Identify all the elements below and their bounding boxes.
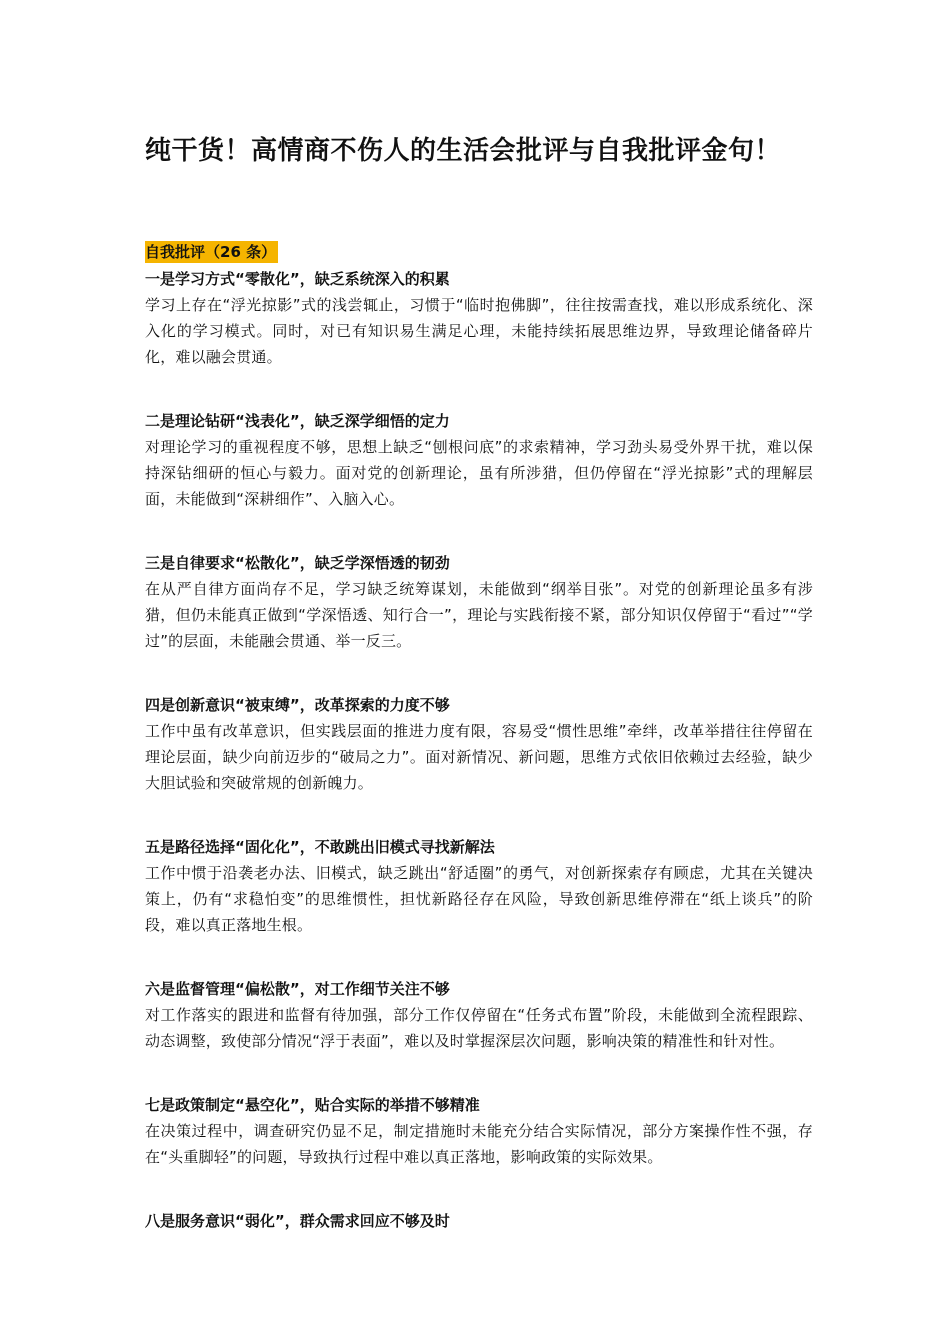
item-heading: 六是监督管理“偏松散”，对工作细节关注不够 (145, 980, 450, 998)
item-heading: 七是政策制定“悬空化”，贴合实际的举措不够精准 (145, 1096, 480, 1114)
item-body: 工作中惯于沿袭老办法、旧模式，缺乏跳出“舒适圈”的勇气，对创新探索存有顾虑，尤其在关键决策上，仍有“求稳怕变”的思维惯性，担忧新路径存在风险，导致创新思维停滞在“纸上谈兵”的阶段，难以真正落地生根。 (145, 864, 813, 934)
item-body: 在从严自律方面尚存不足，学习缺乏统筹谋划，未能做到“纲举目张”。对党的创新理论虽多有涉猎，但仍未能真正做到“学深悟透、知行合一”，理论与实践衔接不紧，部分知识仅停留于“看过”“学过”的层面，未能融会贯通、举一反三。 (145, 580, 813, 650)
item-heading: 五是路径选择“固化化”，不敢跳出旧模式寻找新解法 (145, 838, 495, 856)
item-body: 对理论学习的重视程度不够，思想上缺乏“刨根问底”的求索精神，学习劲头易受外界干扰，难以保持深钻细研的恒心与毅力。面对党的创新理论，虽有所涉猎，但仍停留在“浮光掠影”式的理解层面，未能做到“深耕细作”、入脑入心。 (145, 438, 813, 508)
list-item (145, 976, 813, 1054)
document-title: 纯干货！高情商不伤人的生活会批评与自我批评金句！ (145, 136, 782, 166)
list-item (145, 834, 813, 938)
item-heading: 二是理论钻研“浅表化”，缺乏深学细悟的定力 (145, 412, 450, 430)
list-item (145, 1208, 813, 1234)
item-body: 在决策过程中，调查研究仍显不足，制定措施时未能充分结合实际情况，部分方案操作性不强，存在“头重脚轻”的问题，导致执行过程中难以真正落地，影响政策的实际效果。 (145, 1122, 813, 1166)
item-body: 学习上存在“浮光掠影”式的浅尝辄止，习惯于“临时抱佛脚”，往往按需查找，难以形成系统化、深入化的学习模式。同时，对已有知识易生满足心理，未能持续拓展思维边界，导致理论储备碎片化，难以融会贯通。 (145, 296, 813, 366)
item-body: 对工作落实的跟进和监督有待加强，部分工作仅停留在“任务式布置”阶段，未能做到全流程跟踪、动态调整，致使部分情况“浮于表面”，难以及时掌握深层次问题，影响决策的精准性和针对性。 (145, 1006, 813, 1050)
item-heading: 四是创新意识“被束缚”，改革探索的力度不够 (145, 696, 450, 714)
item-body: 工作中虽有改革意识，但实践层面的推进力度有限，容易受“惯性思维”牵绊，改革举措往往停留在理论层面，缺少向前迈步的“破局之力”。面对新情况、新问题，思维方式依旧依赖过去经验，缺少大胆试验和突破常规的创新魄力。 (145, 722, 813, 792)
item-heading: 一是学习方式“零散化”，缺乏系统深入的积累 (145, 270, 450, 288)
list-item (145, 692, 813, 796)
section-label-highlight: 自我批评（26 条） (145, 243, 277, 261)
item-heading: 八是服务意识“弱化”，群众需求回应不够及时 (145, 1212, 450, 1230)
list-item (145, 408, 813, 512)
item-heading: 三是自律要求“松散化”，缺乏学深悟透的韧劲 (145, 554, 450, 572)
list-item (145, 1092, 813, 1170)
document-content (145, 241, 813, 1272)
list-item (145, 550, 813, 654)
list-item (145, 266, 813, 370)
